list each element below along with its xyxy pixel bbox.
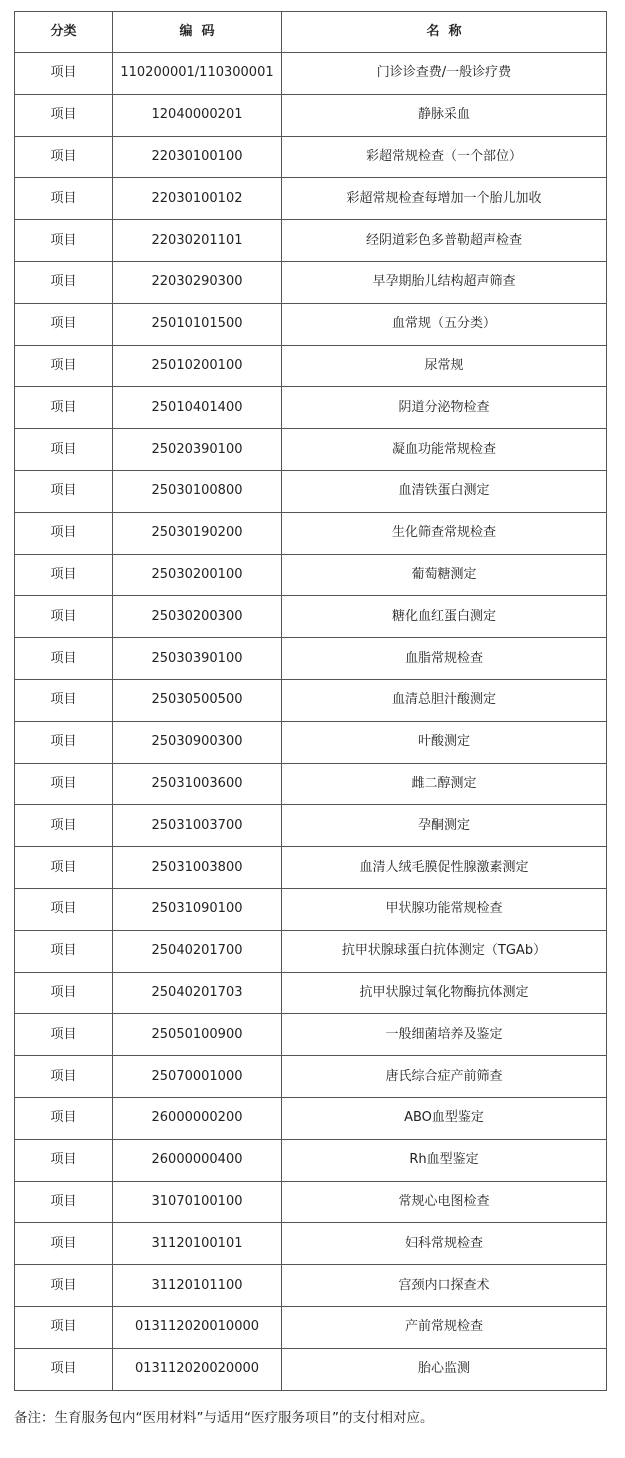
table-row <box>15 53 607 95</box>
cell-category: 项目 <box>15 554 113 596</box>
cell-name: 血脂常规检查 <box>282 638 607 680</box>
cell-code: 25031003800 <box>113 847 282 889</box>
cell-category: 项目 <box>15 721 113 763</box>
cell-code: 25010200100 <box>113 345 282 387</box>
header-category: 分类 <box>15 12 113 53</box>
cell-code: 25030100800 <box>113 470 282 512</box>
cell-name: 门诊诊查费/一般诊疗费 <box>282 53 607 95</box>
table-row <box>15 888 607 930</box>
cell-name: 葡萄糖测定 <box>282 554 607 596</box>
table-row <box>15 763 607 805</box>
cell-category: 项目 <box>15 1181 113 1223</box>
table-row <box>15 805 607 847</box>
cell-code: 25040201703 <box>113 972 282 1014</box>
cell-code: 31070100100 <box>113 1181 282 1223</box>
cell-category: 项目 <box>15 470 113 512</box>
cell-code: 22030100100 <box>113 136 282 178</box>
cell-code: 25070001000 <box>113 1056 282 1098</box>
cell-code: 25030900300 <box>113 721 282 763</box>
table-row <box>15 1014 607 1056</box>
header-code: 编 码 <box>113 12 282 53</box>
table-row <box>15 972 607 1014</box>
cell-category: 项目 <box>15 763 113 805</box>
cell-name: 凝血功能常规检查 <box>282 429 607 471</box>
cell-name: 产前常规检查 <box>282 1306 607 1348</box>
cell-name: 孕酮测定 <box>282 805 607 847</box>
cell-name: 尿常规 <box>282 345 607 387</box>
cell-name: 血清人绒毛膜促性腺激素测定 <box>282 847 607 889</box>
table-row <box>15 429 607 471</box>
cell-name: 糖化血红蛋白测定 <box>282 596 607 638</box>
cell-category: 项目 <box>15 805 113 847</box>
cell-code: 25050100900 <box>113 1014 282 1056</box>
cell-category: 项目 <box>15 1348 113 1390</box>
cell-name: 宫颈内口探查术 <box>282 1265 607 1307</box>
table-row <box>15 638 607 680</box>
cell-category: 项目 <box>15 679 113 721</box>
cell-code: 25030200300 <box>113 596 282 638</box>
cell-code: 013112020020000 <box>113 1348 282 1390</box>
header-name: 名 称 <box>282 12 607 53</box>
cell-category: 项目 <box>15 345 113 387</box>
cell-category: 项目 <box>15 429 113 471</box>
cell-name: 常规心电图检查 <box>282 1181 607 1223</box>
cell-category: 项目 <box>15 1097 113 1139</box>
table-row <box>15 136 607 178</box>
cell-category: 项目 <box>15 178 113 220</box>
cell-code: 25010101500 <box>113 303 282 345</box>
cell-category: 项目 <box>15 53 113 95</box>
table-row <box>15 1097 607 1139</box>
cell-name: 胎心监测 <box>282 1348 607 1390</box>
cell-name: 血常规（五分类） <box>282 303 607 345</box>
cell-category: 项目 <box>15 1139 113 1181</box>
cell-name: 静脉采血 <box>282 94 607 136</box>
table-row <box>15 1139 607 1181</box>
cell-name: 妇科常规检查 <box>282 1223 607 1265</box>
cell-name: 甲状腺功能常规检查 <box>282 888 607 930</box>
cell-code: 25020390100 <box>113 429 282 471</box>
table-row <box>15 178 607 220</box>
cell-category: 项目 <box>15 888 113 930</box>
table-row <box>15 554 607 596</box>
table-row <box>15 512 607 554</box>
cell-name: 抗甲状腺球蛋白抗体测定（TGAb） <box>282 930 607 972</box>
cell-category: 项目 <box>15 387 113 429</box>
table-row <box>15 596 607 638</box>
table-row <box>15 387 607 429</box>
table-row <box>15 1223 607 1265</box>
cell-category: 项目 <box>15 1014 113 1056</box>
cell-name: 抗甲状腺过氧化物酶抗体测定 <box>282 972 607 1014</box>
cell-code: 110200001/110300001 <box>113 53 282 95</box>
cell-category: 项目 <box>15 930 113 972</box>
cell-category: 项目 <box>15 1223 113 1265</box>
table-row <box>15 1265 607 1307</box>
cell-code: 25030390100 <box>113 638 282 680</box>
cell-name: 唐氏综合症产前筛查 <box>282 1056 607 1098</box>
cell-name: 生化筛查常规检查 <box>282 512 607 554</box>
table-row <box>15 721 607 763</box>
cell-category: 项目 <box>15 94 113 136</box>
table-row <box>15 1348 607 1390</box>
cell-name: 彩超常规检查（一个部位） <box>282 136 607 178</box>
cell-code: 25030500500 <box>113 679 282 721</box>
cell-code: 013112020010000 <box>113 1306 282 1348</box>
cell-category: 项目 <box>15 596 113 638</box>
cell-code: 25031003700 <box>113 805 282 847</box>
cell-category: 项目 <box>15 136 113 178</box>
cell-category: 项目 <box>15 303 113 345</box>
cell-category: 项目 <box>15 638 113 680</box>
cell-name: 早孕期胎儿结构超声筛查 <box>282 261 607 303</box>
cell-name: 叶酸测定 <box>282 721 607 763</box>
table-body <box>15 53 607 1391</box>
table-header <box>15 12 607 53</box>
item-code-table <box>14 11 607 1391</box>
cell-category: 项目 <box>15 972 113 1014</box>
cell-code: 22030100102 <box>113 178 282 220</box>
cell-category: 项目 <box>15 847 113 889</box>
cell-code: 22030290300 <box>113 261 282 303</box>
table-row <box>15 847 607 889</box>
table-row <box>15 470 607 512</box>
cell-code: 12040000201 <box>113 94 282 136</box>
cell-category: 项目 <box>15 220 113 262</box>
cell-code: 26000000400 <box>113 1139 282 1181</box>
table-row <box>15 1056 607 1098</box>
table-row <box>15 1306 607 1348</box>
cell-code: 25031090100 <box>113 888 282 930</box>
cell-name: 阴道分泌物检查 <box>282 387 607 429</box>
table-row <box>15 261 607 303</box>
table-row <box>15 94 607 136</box>
cell-category: 项目 <box>15 1306 113 1348</box>
table-row <box>15 303 607 345</box>
cell-name: 一般细菌培养及鉴定 <box>282 1014 607 1056</box>
table-row <box>15 1181 607 1223</box>
cell-code: 25030200100 <box>113 554 282 596</box>
table-row <box>15 345 607 387</box>
cell-code: 25030190200 <box>113 512 282 554</box>
cell-code: 25040201700 <box>113 930 282 972</box>
cell-name: ABO血型鉴定 <box>282 1097 607 1139</box>
table-row <box>15 679 607 721</box>
cell-name: 雌二醇测定 <box>282 763 607 805</box>
table-row <box>15 220 607 262</box>
cell-name: 经阴道彩色多普勒超声检查 <box>282 220 607 262</box>
table-row <box>15 930 607 972</box>
cell-category: 项目 <box>15 512 113 554</box>
cell-category: 项目 <box>15 1056 113 1098</box>
cell-name: 彩超常规检查每增加一个胎儿加收 <box>282 178 607 220</box>
cell-code: 31120101100 <box>113 1265 282 1307</box>
header-row <box>15 12 607 53</box>
cell-name: 血清总胆汁酸测定 <box>282 679 607 721</box>
cell-category: 项目 <box>15 261 113 303</box>
cell-code: 26000000200 <box>113 1097 282 1139</box>
cell-code: 25010401400 <box>113 387 282 429</box>
cell-code: 22030201101 <box>113 220 282 262</box>
footnote: 备注：生育服务包内“医用材料”与适用“医疗服务项目”的支付相对应。 <box>14 1410 434 1426</box>
cell-category: 项目 <box>15 1265 113 1307</box>
cell-code: 31120100101 <box>113 1223 282 1265</box>
cell-code: 25031003600 <box>113 763 282 805</box>
cell-name: Rh血型鉴定 <box>282 1139 607 1181</box>
item-code-table-container <box>14 11 606 1391</box>
cell-name: 血清铁蛋白测定 <box>282 470 607 512</box>
